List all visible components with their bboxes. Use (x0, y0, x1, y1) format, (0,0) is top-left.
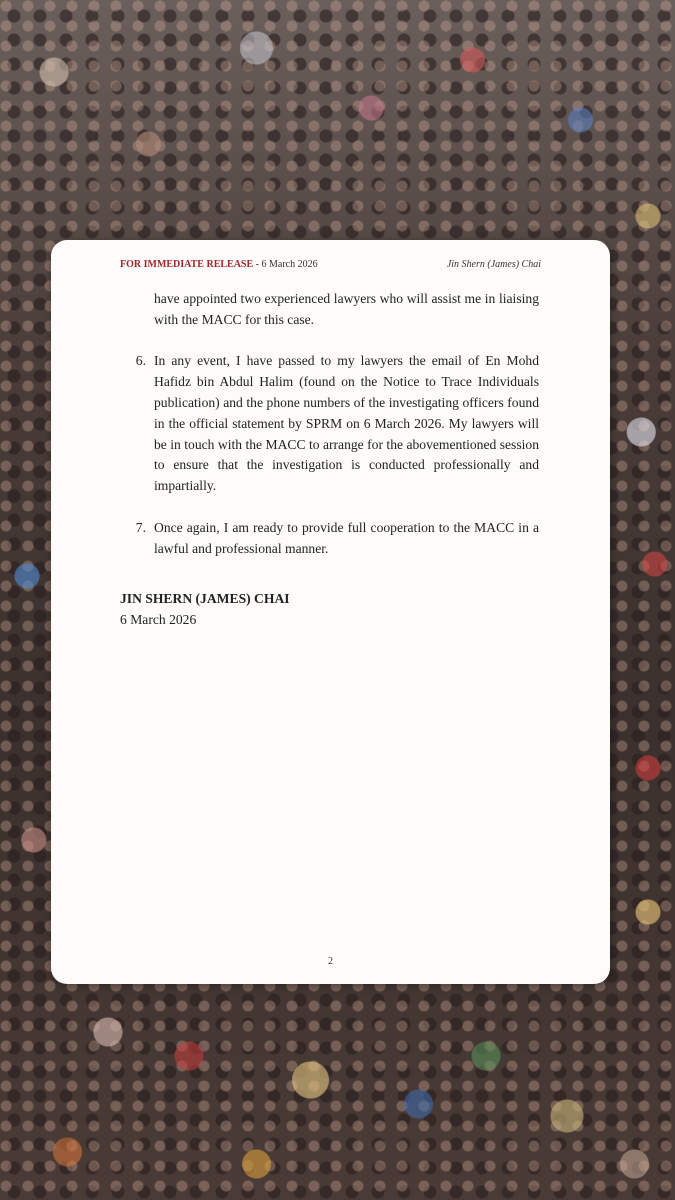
document-body (120, 289, 539, 580)
item-number: 7. (135, 519, 146, 535)
page-number: 2 (328, 956, 333, 967)
continued-paragraph: have appointed two experienced lawyers who will assist me in liaising with the MACC for this case. (154, 291, 539, 327)
release-date: - 6 March 2026 (253, 259, 318, 270)
signature-date: 6 March 2026 (120, 612, 197, 627)
release-label: FOR IMMEDIATE RELEASE (120, 259, 254, 270)
item-text: In any event, I have passed to my lawyers the email of En Mohd Hafidz bin Abdul Halim (found on the Notice to Trace Individuals publication) and the phone numbers of the investigating officers found in the official statement by SPRM on 6 March 2026. My lawyers will be in touch with the MACC to arrange for the abovementioned session to ensure that the investigation is conducted professionally and impartially. (154, 353, 539, 494)
list-item (120, 518, 539, 560)
header-author: Jin Shern (James) Chai (446, 259, 541, 270)
page-header (120, 258, 541, 272)
item-number: 6. (135, 353, 146, 369)
document-page (51, 240, 610, 984)
list-item (120, 351, 539, 497)
item-text: Once again, I am ready to provide full cooperation to the MACC in a lawful and professional manner. (154, 519, 539, 556)
signatory-name: JIN SHERN (JAMES) CHAI (120, 591, 290, 606)
